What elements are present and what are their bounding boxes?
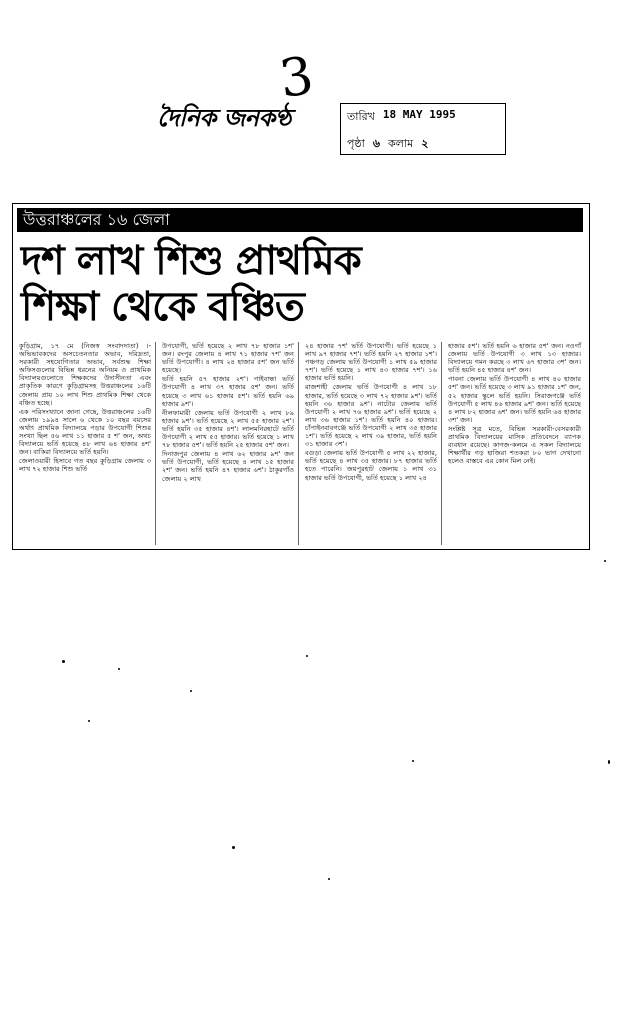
scan-speck bbox=[608, 760, 610, 764]
article-paragraph: কুড়িগ্রাম, ১৭ মে (নিজস্ব সংবাদদাতা) ।- অভিভাবকদের অসচেতনতার অভাব, দরিদ্রতা, সরকারী সহযোগিতার অভাব, সর্বশুদ্ধ শিক্ষা অফিসগুলোর বিভিন্ন ধরনের অনিয়ম ও প্রাথমিক বিদ্যালয়গুলোতে শিক্ষকদের উদাসীনতা এবং প্রাকৃতিক কারণে কুড়িগ্রামসহ উত্তরাঞ্চলের ১৬টি জেলায় প্রায় ১০ লাখ শিশু প্রাথমিক শিক্ষা থেকে বঞ্চিত হচ্ছে। bbox=[19, 342, 151, 407]
newspaper-name: দৈনিক জনকণ্ঠ bbox=[157, 104, 291, 132]
stamp-column-label: কলাম bbox=[387, 137, 414, 150]
article-paragraph: এক পরিসংখ্যানে জানা গেছে, উত্তরাঞ্চলের ১৬টি জেলায় ১৯৯৪ সালে ৬ থেকে ১০ বছর বয়সের অর্থাৎ প্রাথমিক বিদ্যালয়ে পড়ার উপযোগী শিশুর সংখ্যা ছিল ৫৬ লাখ ১১ হাজার ৫ শ' জন, অথচ বিদ্যালয়ে ভর্তি হয়েছে ৪৮ লাখ ৬৪ হাজার ৪শ' জন। বাকিরা বিদ্যালয়ে ভর্তি হয়নি। bbox=[19, 407, 151, 457]
scan-speck bbox=[232, 846, 235, 849]
archive-stamp bbox=[340, 103, 506, 155]
article-paragraph: হাজার ৫শ'। ভর্তি হয়নি ৬ হাজার ৫শ' জন। নওগাঁ জেলায় ভর্তি উপযোগী ৩ লাখ ১৩ হাজার। বিদ্যালয়ে গমন করছে ৩ লাখ ৬৭ হাজার ৩শ' জন। ভর্তি হয়নি ৪৫ হাজার ৪শ' জন। bbox=[448, 342, 581, 375]
article-column-2 bbox=[162, 342, 299, 545]
stamp-date-label: তারিখ bbox=[347, 110, 375, 123]
scan-speck bbox=[412, 760, 414, 762]
article-paragraph: ২৪ হাজার ৭শ' ভর্তি উপযোগী। ভর্তি হয়েছে ১ লাখ ৯৭ হাজার ৭শ'। ভর্তি হয়নি ২৭ হাজার ১শ'। পঞ্চগড় জেলায় ভর্তি উপযোগী ১ লাখ ৫৯ হাজার ৭শ'। ভর্তি হয়েছে ১ লাখ ৪৩ হাজার ৭শ'। ১৬ হাজার ভর্তি হয়নি। bbox=[305, 342, 437, 383]
article-kicker: উত্তরাঞ্চলের ১৬ জেলা bbox=[17, 208, 583, 232]
scan-speck bbox=[306, 655, 308, 657]
scan-speck bbox=[62, 660, 65, 663]
article-paragraph: নীলফামারী জেলায় ভর্তি উপযোগী ২ লাখ ৮৯ হাজার ৯শ'। ভর্তি হয়েছে ২ লাখ ৫৫ হাজার ২শ'। ভর্তি হয়নি ৩৫ হাজার ৪শ'। লালমনিরহাটে ভর্তি উপযোগী ২ লাখ ৫৫ হাজার। ভর্তি হয়েছে ১ লাখ ৭৮ হাজার ৫শ'। ভর্তি হয়নি ২৫ হাজার ৫শ' জন। bbox=[162, 408, 294, 450]
headline-line-2: শিক্ষা থেকে বঞ্চিত bbox=[21, 284, 304, 330]
stamp-page-value: ৬ bbox=[372, 137, 380, 150]
article-body bbox=[19, 342, 585, 545]
stamp-date-value: 18 MAY 1995 bbox=[382, 108, 456, 121]
scan-speck bbox=[88, 720, 90, 722]
article-paragraph: ভর্তি হয়নি ৫৭ হাজার ২শ'। গাইবান্ধা ভর্তি উপযোগী ৪ লাখ ৩৭ হাজার ৫শ' জন। ভর্তি হয়েছে ৩ লাখ ৬১ হাজার ৫শ'। ভর্তি হয়নি ৬৯ হাজার ৯শ'। bbox=[162, 375, 294, 408]
scan-speck bbox=[328, 878, 330, 880]
article-column-4 bbox=[448, 342, 585, 545]
headline-line-1: দশ লাখ শিশু প্রাথমিক bbox=[21, 238, 361, 284]
article-headline bbox=[21, 238, 581, 330]
handwritten-page-number: 3 bbox=[275, 45, 318, 111]
article-paragraph: রাজশাহী জেলায় ভর্তি উপযোগী ৪ লাখ ১৮ হাজার, ভর্তি হয়েছে ৩ লাখ ৭২ হাজার ৯শ'। ভর্তি হয়নি ৩৬ হাজার ৯শ'। নাটোর জেলায় ভর্তি উপযোগী ২ লাখ ৭৬ হাজার ৯শ'। ভর্তি হয়েছে ২ লাখ ৩৬ হাজার ১শ'। ভর্তি হয়নি ৪০ হাজার। চাঁপাইনবাবগঞ্জে ভর্তি উপযোগী ২ লাখ ৩৫ হাজার ১শ'। ভর্তি হয়েছে ২ লাখ ৩৯ হাজার, ভর্তি হয়নি ৩১ হাজার ৩শ'। bbox=[305, 383, 437, 449]
article-paragraph: পাবনা জেলায় ভর্তি উপযোগী ৪ লাখ ৪০ হাজার ৫শ' জন। ভর্তি হয়েছে ৩ লাখ ৯১ হাজার ১শ' জন, ৫২ হাজার স্কুলে ভর্তি হয়নি। সিরাজগঞ্জে ভর্তি উপযোগী ৫ লাখ ৪৬ হাজার ৯শ' জন। ভর্তি হয়েছে ৪ লাখ ৮২ হাজার ৬শ' জন। ভর্তি হয়নি ৬৪ হাজার ৩শ' জন। bbox=[448, 375, 581, 424]
scan-speck bbox=[190, 690, 192, 692]
news-clipping bbox=[12, 203, 590, 550]
article-column-3 bbox=[305, 342, 442, 545]
article-paragraph: বগুড়া জেলায় ভর্তি উপযোগী ৫ লাখ ২২ হাজার, ভর্তি হয়েছে ৪ লাখ ৩৫ হাজার। ৮৭ হাজার ভর্তি হতে পারেনি। জয়পুরহাট জেলায় ১ লাখ ৩১ হাজার ভর্তি উপযোগী, ভর্তি হয়েছে ১ লাখ ২৪ bbox=[305, 449, 437, 482]
stamp-column-value: ২ bbox=[421, 137, 429, 150]
scan-speck bbox=[604, 560, 606, 562]
article-paragraph: উপযোগী, ভর্তি হয়েছে ২ লাখ ৭৮ হাজার ১শ' জন। রংপুর জেলায় ৪ লাখ ৭১ হাজার ৭শ' জন ভর্তি উপযোগী। ৪ লাখ ২৪ হাজার ৫শ' জন ভর্তি হয়েছে। bbox=[162, 342, 294, 375]
article-paragraph: দিনাজপুর জেলায় ৪ লাখ ৬২ হাজার ৯শ' জন ভর্তি উপযোগী, ভর্তি হয়েছে ৪ লাখ ১৫ হাজার ২শ' জন। ভর্তি হয়নি ৪৭ হাজার ৬শ'। ঠাকুরগাঁও জেলায় ২ লাখ bbox=[162, 450, 294, 483]
scan-speck bbox=[118, 668, 120, 670]
article-column-1 bbox=[19, 342, 156, 545]
article-paragraph: সংশ্লিষ্ট সূত্র মতে, বিভিন্ন সরকারী-বেসরকারী প্রাথমিক বিদ্যালয়ের মাসিক প্রতিবেদনে ব্যাপক ব্যবধান রয়েছে। কাগজ-কলমে এ সকল বিদ্যালয়ে শিক্ষার্থীর গড় হাজিরা শতকরা ৮০ ভাগ দেখানো হলেও বাস্তবে এর কোন মিল নেই। bbox=[448, 424, 581, 466]
article-paragraph: জেলাওয়ারী হিসাবে গত বছর কুড়িগ্রাম জেলায় ৩ লাখ ৭২ হাজার শিশু ভর্তি bbox=[19, 457, 151, 474]
stamp-page-label: পৃষ্ঠা bbox=[347, 137, 365, 150]
